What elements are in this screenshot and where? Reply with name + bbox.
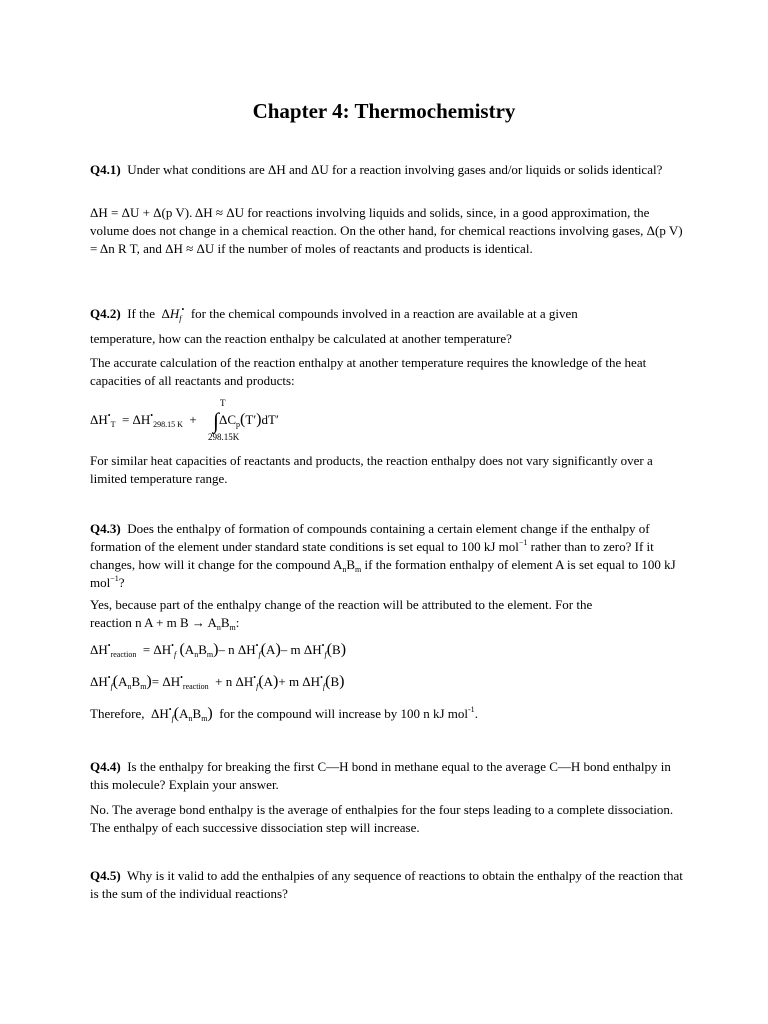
question-4-5 — [90, 867, 690, 903]
question-text-continued: temperature, how can the reaction enthalpy be calculated at another temperature? — [90, 331, 512, 346]
question-text: If the — [127, 306, 155, 321]
page-title: Chapter 4: Thermochemistry — [252, 99, 516, 123]
question-label: Q4.1) — [90, 162, 121, 177]
question-label: Q4.5) — [90, 868, 121, 883]
integral-lower-limit: 298.15K — [208, 432, 240, 442]
answer-4-3: Yes, because part of the enthalpy change of the reaction will be attributed to the element. For the reaction n A + m $B \to A_nB_m$: — [90, 597, 593, 632]
answer-4-3-conclusion: Therefore, $\Delta H^•_f(A_nB_m)$ for the compound will increase by 100 n kJ mol$^{-1}$. — [90, 705, 478, 723]
answer-4-4: No. The average bond enthalpy is the average of enthalpies for the four steps leading to a complete dissociation. The enthalpy of each successive dissociation step will increase. — [90, 802, 674, 835]
equation-reaction-enthalpy-temperature: $\Delta H^•_T = \Delta H^•_{298.15 K}$ + $\int\Delta C_p(T')dT'$ — [90, 408, 279, 433]
question-text: Why is it valid to add the enthalpies of any sequence of reactions to obtain the enthalpy of the reaction that is the sum of the individual reactions? — [90, 868, 683, 901]
question-4-1 — [90, 161, 690, 179]
enthalpy-symbol: $\Delta H_f^•$ — [158, 305, 185, 323]
answer-4-1: ΔH = ΔU + Δ(p V). ΔH ≈ ΔU for reactions involving liquids and solids, since, in a good approximation, the volume does not change in a chemical reaction. On the other hand, for chemical reactions involving gases, Δ(p V) = Δn R T, and ΔH ≈ ΔU if the number of moles of reactants and products is identical. — [90, 205, 683, 256]
question-label: Q4.2) — [90, 306, 121, 321]
question-label: Q4.3) — [90, 521, 121, 536]
question-text: Is the enthalpy for breaking the first C—H bond in methane equal to the average C—H bond enthalpy in this molecule? Explain your answer. — [90, 759, 671, 792]
question-4-4 — [90, 758, 690, 794]
question-label: Q4.4) — [90, 759, 121, 774]
answer-4-2-conclusion: For similar heat capacities of reactants and products, the reaction enthalpy does not vary significantly over a limited temperature range. — [90, 453, 653, 486]
question-4-3: Q4.3) Does the enthalpy of formation of compounds containing a certain element change if the enthalpy of formation of the element under standard state conditions is set equal to 100 kJ mol$^{-1}$ rather than to zero? If it changes, how will it change for the compound $A_nB_m$ if the formation enthalpy of element A is set equal to 100 kJ mol$^{-1}$? — [90, 521, 676, 590]
question-text: Under what conditions are ΔH and ΔU for a reaction involving gases and/or liquids or solids identical? — [127, 162, 663, 177]
equation-formation-enthalpy: $\Delta H^•_f(A_nB_m)= \Delta H^•_{reaction} + n$ $\Delta H^•_f(A)+ m$ $\Delta H^•_f(B)$ — [90, 673, 345, 691]
answer-4-2: The accurate calculation of the reaction enthalpy at another temperature requires the knowledge of the heat capacities of all reactants and products: — [90, 355, 647, 388]
question-4-2 — [90, 304, 690, 324]
integral-upper-limit: T — [220, 398, 226, 408]
question-text: for the chemical compounds involved in a reaction are available at a given — [190, 306, 578, 321]
equation-reaction-enthalpy: $\Delta H^•_{reaction} = \Delta H^•_f$ $(A_nB_m)-$ n $\Delta H^•_f(A)-$ m $\Delta H^•_f(B)$ — [90, 641, 347, 659]
